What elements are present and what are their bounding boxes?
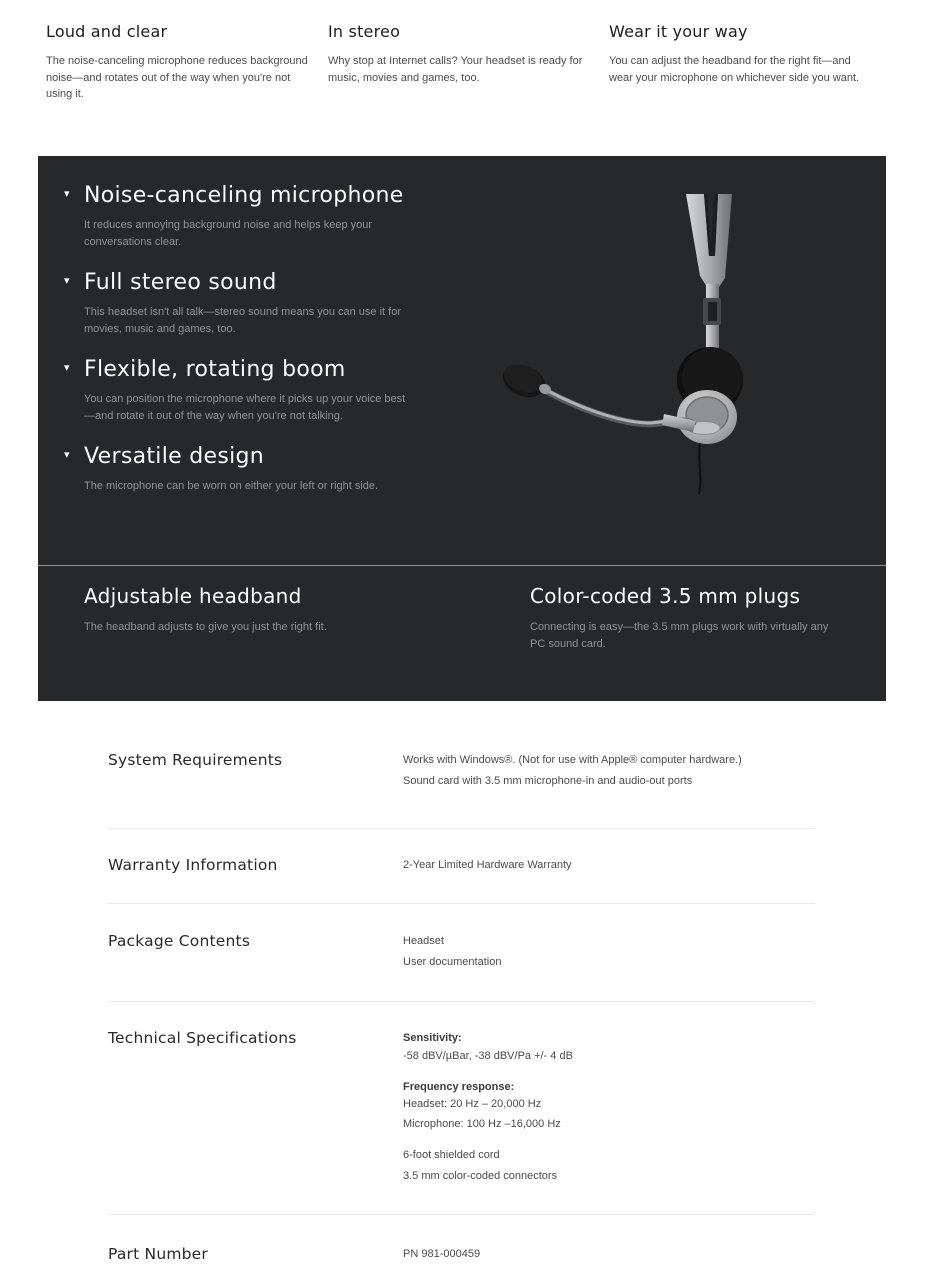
spec-value-line: 6-foot shielded cord — [403, 1149, 500, 1161]
spec-value-line: Works with Windows®. (Not for use with Apple® computer hardware.) — [403, 754, 742, 766]
top-feature-in-stereo — [328, 22, 586, 86]
feature-description: You can position the microphone where it picks up your voice best—and rotate it out of the way when you're not talking. — [84, 393, 406, 422]
top-feature-wear-it-your-way — [609, 22, 877, 86]
spec-value-line: 3.5 mm color-coded connectors — [403, 1170, 558, 1182]
top-feature-description: You can adjust the headband for the right fit—and wear your microphone on whichever side you want. — [609, 55, 860, 84]
top-feature-description: The noise-canceling microphone reduces background noise—and rotates out of the way when you're not using it. — [46, 55, 308, 100]
expand-arrow-icon: ▾ — [64, 362, 70, 374]
feature-description: This headset isn't all talk—stereo sound means you can use it for movies, music and games, too. — [84, 306, 401, 335]
spec-value — [403, 932, 815, 976]
spec-value — [403, 1029, 815, 1184]
hero-sub-panel — [38, 565, 886, 701]
spec-value-line: -58 dBV/µBar, -38 dBV/Pa +/- 4 dB — [403, 1050, 573, 1062]
feature-title: Noise-canceling microphone — [84, 183, 404, 208]
feature-title: Versatile design — [84, 444, 265, 469]
subfeature-description: Connecting is easy—the 3.5 mm plugs work with virtually any PC sound card. — [530, 621, 829, 650]
feature-title: Flexible, rotating boom — [84, 357, 346, 382]
subfeature-title: Adjustable headband — [84, 584, 302, 608]
spec-row-warranty-information — [108, 829, 815, 904]
top-feature-description: Why stop at Internet calls? Your headset is ready for music, movies and games, too. — [328, 55, 583, 84]
spec-value — [403, 751, 815, 795]
feature-description: It reduces annoying background noise and helps keep your conversations clear. — [84, 219, 373, 248]
feature-full-stereo-sound[interactable] — [38, 270, 478, 337]
top-feature-strip — [0, 0, 925, 156]
spec-value — [403, 856, 815, 879]
top-feature-title: Wear it your way — [609, 22, 748, 41]
hero-dark-panel — [38, 156, 886, 565]
feature-versatile-design[interactable] — [38, 444, 478, 495]
spec-value-line: 2-Year Limited Hardware Warranty — [403, 859, 572, 871]
spec-value — [403, 1245, 815, 1268]
spec-value-line: Microphone: 100 Hz –16,000 Hz — [403, 1118, 561, 1130]
spec-row-package-contents — [108, 904, 815, 1002]
feature-flexible-rotating-boom[interactable] — [38, 357, 478, 424]
spec-row-part-number — [108, 1215, 815, 1288]
spec-label: Package Contents — [108, 932, 251, 950]
subfeature-color-coded-plugs — [530, 584, 842, 653]
spec-value-line: Headset: 20 Hz – 20,000 Hz — [403, 1098, 542, 1110]
headset-product-image — [460, 166, 780, 496]
feature-title: Full stereo sound — [84, 270, 277, 295]
spec-label: Part Number — [108, 1245, 208, 1263]
spec-value-line: Sensitivity: — [403, 1032, 462, 1044]
spec-row-system-requirements — [108, 701, 815, 829]
top-feature-title: In stereo — [328, 22, 401, 41]
top-feature-loud-and-clear — [46, 22, 311, 103]
spec-label: Warranty Information — [108, 856, 278, 874]
subfeature-adjustable-headband — [84, 584, 474, 636]
spec-value-line: User documentation — [403, 956, 502, 968]
expand-arrow-icon: ▾ — [64, 449, 70, 461]
spec-value-line: PN 981-000459 — [403, 1248, 481, 1260]
spec-label: System Requirements — [108, 751, 283, 769]
spec-value-line: Frequency response: — [403, 1081, 515, 1093]
subfeature-description: The headband adjusts to give you just the right fit. — [84, 621, 327, 633]
hero-feature-list — [38, 183, 478, 515]
subfeature-title: Color-coded 3.5 mm plugs — [530, 584, 801, 608]
spec-row-technical-specifications — [108, 1002, 815, 1215]
expand-arrow-icon: ▾ — [64, 188, 70, 200]
feature-description: The microphone can be worn on either your left or right side. — [84, 480, 379, 492]
spec-label: Technical Specifications — [108, 1029, 297, 1047]
feature-noise-canceling-microphone[interactable] — [38, 183, 478, 250]
spec-value-line: Headset — [403, 935, 444, 947]
spec-value-line: Sound card with 3.5 mm microphone-in and audio-out ports — [403, 775, 693, 787]
top-feature-title: Loud and clear — [46, 22, 168, 41]
specifications-table — [108, 701, 815, 1288]
expand-arrow-icon: ▾ — [64, 275, 70, 287]
